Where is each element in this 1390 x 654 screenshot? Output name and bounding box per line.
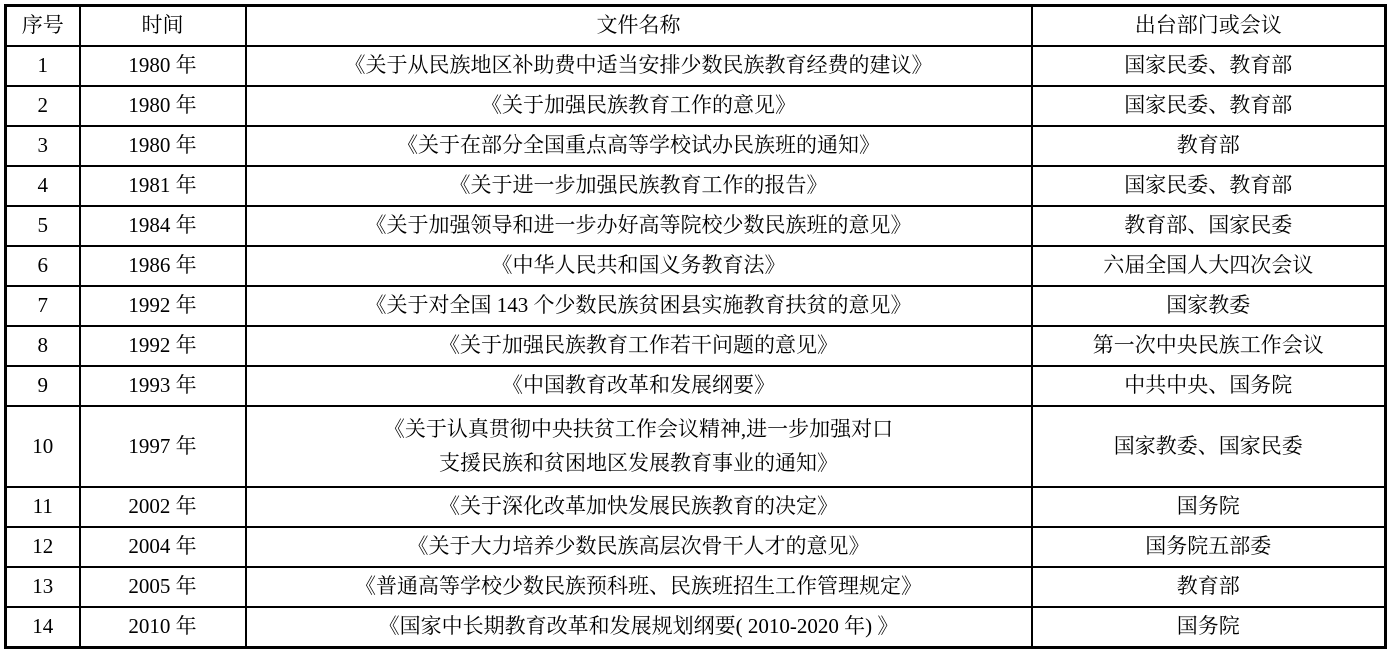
table-row	[6, 86, 1386, 126]
col-header-issuer: 出台部门或会议	[1032, 6, 1386, 47]
cell-title: 《关于对全国 143 个少数民族贫困县实施教育扶贫的意见》	[246, 286, 1032, 326]
cell-issuer: 国务院	[1032, 487, 1386, 527]
cell-index: 14	[6, 607, 80, 648]
cell-index: 7	[6, 286, 80, 326]
cell-title: 《中华人民共和国义务教育法》	[246, 246, 1032, 286]
cell-title: 《关于加强民族教育工作若干问题的意见》	[246, 326, 1032, 366]
cell-index: 13	[6, 567, 80, 607]
table-row	[6, 246, 1386, 286]
table-body	[6, 46, 1386, 648]
cell-title: 《关于从民族地区补助费中适当安排少数民族教育经费的建议》	[246, 46, 1032, 86]
cell-index: 3	[6, 126, 80, 166]
cell-title: 《关于进一步加强民族教育工作的报告》	[246, 166, 1032, 206]
cell-index: 9	[6, 366, 80, 406]
cell-index: 12	[6, 527, 80, 567]
cell-index: 10	[6, 406, 80, 487]
cell-issuer: 国务院五部委	[1032, 527, 1386, 567]
col-header-year: 时间	[80, 6, 246, 47]
cell-index: 8	[6, 326, 80, 366]
cell-year: 1992 年	[80, 286, 246, 326]
table-row	[6, 567, 1386, 607]
cell-title: 《关于深化改革加快发展民族教育的决定》	[246, 487, 1032, 527]
cell-issuer: 教育部、国家民委	[1032, 206, 1386, 246]
cell-year: 1980 年	[80, 46, 246, 86]
cell-issuer: 第一次中央民族工作会议	[1032, 326, 1386, 366]
cell-year: 1992 年	[80, 326, 246, 366]
cell-title: 《关于加强民族教育工作的意见》	[246, 86, 1032, 126]
cell-index: 5	[6, 206, 80, 246]
table-row	[6, 366, 1386, 406]
cell-title: 《国家中长期教育改革和发展规划纲要( 2010-2020 年) 》	[246, 607, 1032, 648]
table-row	[6, 206, 1386, 246]
cell-year: 1980 年	[80, 86, 246, 126]
cell-issuer: 教育部	[1032, 126, 1386, 166]
table-row	[6, 487, 1386, 527]
policy-table-container	[4, 4, 1387, 649]
cell-issuer: 国家民委、教育部	[1032, 166, 1386, 206]
cell-title: 《关于在部分全国重点高等学校试办民族班的通知》	[246, 126, 1032, 166]
cell-title: 《关于认真贯彻中央扶贫工作会议精神,进一步加强对口 支援民族和贫困地区发展教育事业的通知》	[246, 406, 1032, 487]
table-row	[6, 406, 1386, 487]
cell-issuer: 国家民委、教育部	[1032, 86, 1386, 126]
cell-issuer: 教育部	[1032, 567, 1386, 607]
col-header-index: 序号	[6, 6, 80, 47]
cell-year: 1981 年	[80, 166, 246, 206]
table-row	[6, 607, 1386, 648]
cell-issuer: 六届全国人大四次会议	[1032, 246, 1386, 286]
cell-title: 《关于大力培养少数民族高层次骨干人才的意见》	[246, 527, 1032, 567]
cell-issuer: 国家民委、教育部	[1032, 46, 1386, 86]
policy-documents-table	[4, 4, 1387, 649]
cell-index: 2	[6, 86, 80, 126]
table-row	[6, 126, 1386, 166]
cell-year: 2010 年	[80, 607, 246, 648]
table-row	[6, 527, 1386, 567]
cell-year: 1993 年	[80, 366, 246, 406]
cell-index: 4	[6, 166, 80, 206]
cell-title: 《中国教育改革和发展纲要》	[246, 366, 1032, 406]
cell-index: 1	[6, 46, 80, 86]
table-row	[6, 166, 1386, 206]
cell-year: 1980 年	[80, 126, 246, 166]
col-header-title: 文件名称	[246, 6, 1032, 47]
table-row	[6, 286, 1386, 326]
cell-year: 2002 年	[80, 487, 246, 527]
cell-issuer: 国务院	[1032, 607, 1386, 648]
cell-title: 《普通高等学校少数民族预科班、民族班招生工作管理规定》	[246, 567, 1032, 607]
cell-year: 1986 年	[80, 246, 246, 286]
table-header	[6, 6, 1386, 47]
table-row	[6, 326, 1386, 366]
cell-year: 1984 年	[80, 206, 246, 246]
cell-title: 《关于加强领导和进一步办好高等院校少数民族班的意见》	[246, 206, 1032, 246]
cell-issuer: 国家教委	[1032, 286, 1386, 326]
cell-issuer: 中共中央、国务院	[1032, 366, 1386, 406]
cell-index: 6	[6, 246, 80, 286]
header-row	[6, 6, 1386, 47]
cell-index: 11	[6, 487, 80, 527]
cell-year: 2005 年	[80, 567, 246, 607]
cell-year: 2004 年	[80, 527, 246, 567]
cell-year: 1997 年	[80, 406, 246, 487]
cell-issuer: 国家教委、国家民委	[1032, 406, 1386, 487]
table-row	[6, 46, 1386, 86]
